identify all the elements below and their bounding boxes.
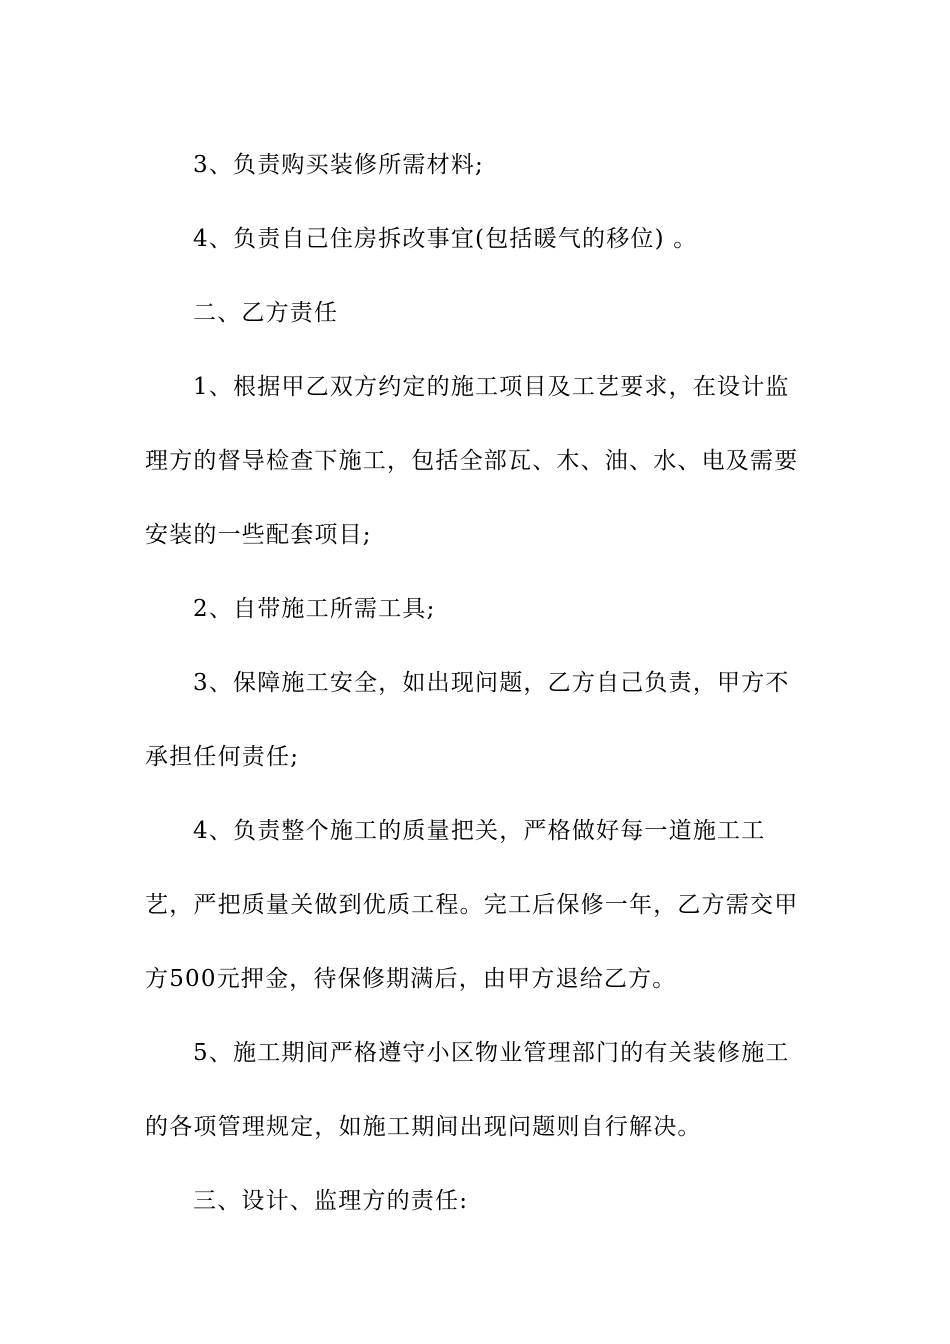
paragraph-material-purchase: 3、负责购买装修所需材料; xyxy=(193,152,484,178)
paragraph-tools: 2、自带施工所需工具; xyxy=(193,596,436,622)
document-body xyxy=(145,128,809,1238)
section-heading-design-supervision: 三、设计、监理方的责任: xyxy=(193,1188,469,1214)
paragraph-construction-items: 1、根据甲乙双方约定的施工项目及工艺要求，在设计监理方的督导检查下施工，包括全部瓦、木、油、水、电及需要安装的一些配套项目; xyxy=(145,374,799,548)
section-heading-party-b: 二、乙方责任 xyxy=(193,300,339,326)
paragraph-property-rules: 5、施工期间严格遵守小区物业管理部门的有关装修施工的各项管理规定，如施工期间出现问题则自行解决。 xyxy=(145,1040,790,1140)
paragraph-safety: 3、保障施工安全，如出现问题，乙方自己负责，甲方不承担任何责任; xyxy=(145,670,790,770)
paragraph-house-renovation: 4、负责自己住房拆改事宜(包括暖气的移位) 。 xyxy=(193,226,698,252)
paragraph-quality-warranty: 4、负责整个施工的质量把关，严格做好每一道施工工艺，严把质量关做到优质工程。完工后保修一年，乙方需交甲方500元押金，待保修期满后，由甲方退给乙方。 xyxy=(145,818,799,992)
